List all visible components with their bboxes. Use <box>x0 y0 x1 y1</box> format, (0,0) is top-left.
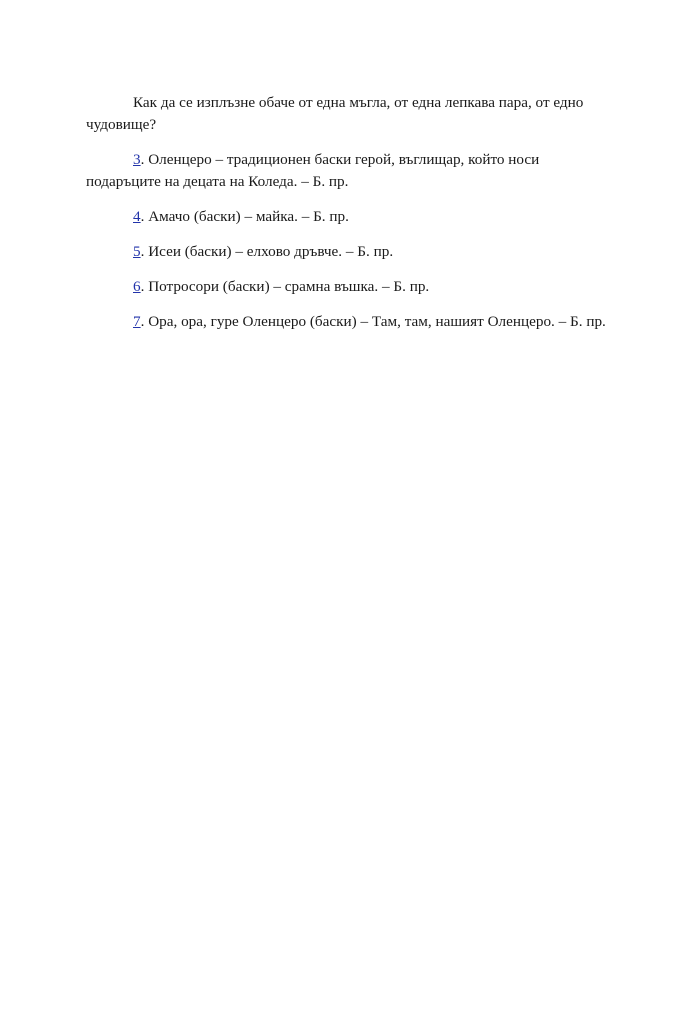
page-content <box>86 92 616 346</box>
footnote-5-link[interactable]: 5 <box>133 243 141 260</box>
footnote-7-link[interactable]: 7 <box>133 313 141 330</box>
footnote-4 <box>86 206 616 228</box>
footnote-3-text: . Оленцеро – традиционен баски герой, въглищар, който носи подаръците на децата на Коледа. – Б. пр. <box>86 151 540 190</box>
footnote-6-text: . Потросори (баски) – срамна въшка. – Б. пр. <box>140 278 430 295</box>
footnote-7 <box>86 311 616 333</box>
footnote-5-text: . Исеи (баски) – елхово дръвче. – Б. пр. <box>140 243 394 260</box>
footnote-6 <box>86 276 616 298</box>
footnote-3-link[interactable]: 3 <box>133 151 141 168</box>
footnote-7-text: . Ора, ора, гуре Оленцеро (баски) – Там, там, нашият Оленцеро. – Б. пр. <box>140 313 606 330</box>
footnote-6-link[interactable]: 6 <box>133 278 141 295</box>
footnote-4-text: . Амачо (баски) – майка. – Б. пр. <box>140 208 349 225</box>
footnote-4-link[interactable]: 4 <box>133 208 141 225</box>
opening-paragraph: Как да се изплъзне обаче от една мъгла, от една лепкава пара, от едно чудовище? <box>86 94 584 133</box>
footnote-3 <box>86 149 616 193</box>
footnote-5 <box>86 241 616 263</box>
